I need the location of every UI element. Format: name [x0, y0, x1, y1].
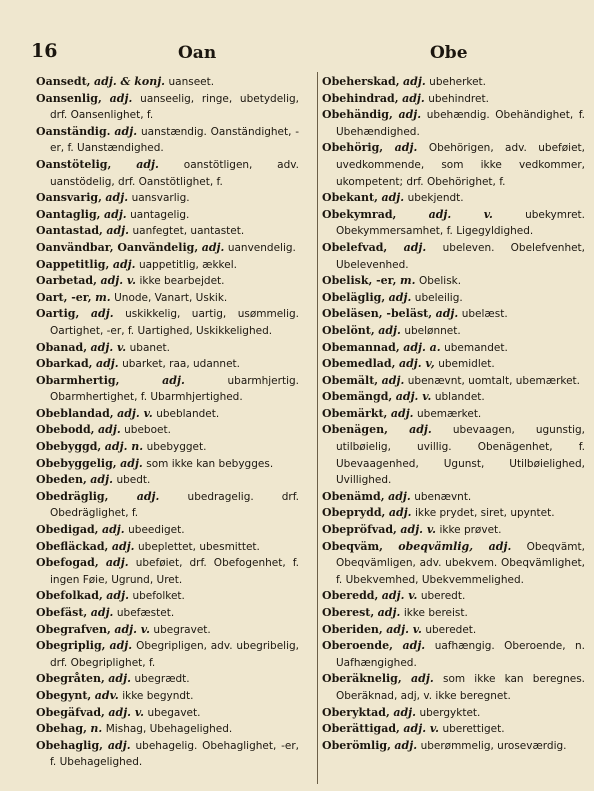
entry-definition: ubedragelig. drf. Obedräglighet, f.	[50, 490, 300, 520]
entry-headword: Obedräglig,	[36, 489, 109, 503]
entry-grammar: adj.	[403, 75, 426, 88]
column-divider	[317, 72, 318, 784]
entry-headword: Oansedt,	[36, 75, 91, 88]
entry-headword: Obarkad,	[36, 357, 93, 371]
entry-grammar: adj.	[112, 257, 136, 271]
entry-grammar: adj.	[402, 639, 426, 653]
dictionary-entry	[36, 157, 299, 190]
entry-grammar: adj.	[388, 506, 412, 520]
entry-grammar: adj. v.	[403, 722, 439, 736]
dictionary-entry	[322, 140, 585, 190]
entry-grammar: adj.	[120, 456, 143, 470]
entry-definition: uanfegtet, uantastet.	[132, 225, 245, 238]
entry-headword: Oberyktad,	[322, 705, 390, 719]
entry-headword: Obelisk, -er,	[322, 274, 397, 288]
dictionary-entry	[36, 622, 299, 639]
entry-headword: Obeden,	[36, 473, 87, 487]
entry-definition: uanseet.	[168, 76, 215, 88]
entry-definition: ubebygget.	[146, 441, 207, 454]
entry-grammar: adj.	[106, 224, 129, 238]
entry-headword: Oberedd,	[322, 589, 379, 603]
entry-grammar: obeqvämlig, adj.	[398, 539, 512, 553]
entry-grammar: adj.	[105, 556, 129, 570]
entry-headword: Obemärkt,	[322, 406, 388, 420]
entry-headword: Obeläsen, -beläst,	[322, 307, 433, 321]
dictionary-entry	[36, 190, 299, 207]
entry-grammar: n.	[90, 722, 103, 736]
dictionary-entry	[322, 622, 585, 639]
entry-headword: Oarbetad,	[36, 274, 97, 288]
dictionary-entry	[36, 456, 299, 473]
entry-headword: Obehörig,	[322, 141, 384, 155]
dictionary-entry	[36, 439, 299, 456]
dictionary-entry	[322, 605, 585, 622]
entry-grammar: adj.	[95, 357, 119, 371]
dictionary-entry	[322, 671, 585, 704]
entry-definition: ubeleven. Obelefvenhet, Ubelevenhed.	[336, 241, 586, 271]
entry-definition: ubelæst.	[461, 308, 508, 321]
entry-definition: ubeherket.	[429, 76, 487, 88]
entry-definition: ikke prøvet.	[439, 524, 502, 537]
dictionary-entry	[36, 638, 299, 671]
entry-grammar: adj. & konj.	[94, 75, 165, 88]
entry-headword: Obekymrad,	[322, 207, 397, 221]
entry-definition: Unode, Vanart, Uskik.	[114, 291, 228, 304]
entry-definition: som ikke kan bebygges.	[146, 457, 274, 470]
entry-definition: uberedt.	[420, 590, 466, 603]
entry-definition: uantagelig.	[130, 208, 190, 221]
dictionary-entry	[322, 91, 585, 108]
entry-headword: Obeqväm,	[322, 539, 383, 553]
entry-grammar: adj.	[111, 539, 135, 553]
entry-definition: uberedet.	[425, 623, 477, 636]
dictionary-entry	[322, 721, 585, 738]
entry-headword: Oartig,	[36, 307, 80, 321]
entry-headword: Obemängd,	[322, 390, 393, 404]
entry-grammar: adj.	[136, 489, 160, 503]
left-column	[36, 74, 299, 771]
running-head-right: Obe	[430, 43, 468, 63]
entry-headword: Obeprydd,	[322, 506, 386, 520]
entry-definition: ubarmhjertig. Obarmhertighet, f. Ubarmhjertighed.	[50, 374, 300, 404]
entry-headword: Oberäknelig,	[322, 672, 402, 686]
entry-headword: Oanvändbar, Oanvändelig,	[36, 240, 199, 254]
entry-definition: uskikkelig, uartig, usømmelig. Oartighet, -er, f. Uartighed, Uskikkelighed.	[50, 308, 299, 337]
entry-grammar: m.	[400, 274, 416, 288]
entry-definition: ubeleilig.	[414, 291, 463, 304]
entry-definition: uanvendelig.	[227, 241, 296, 254]
entry-definition: uanseelig, ringe, ubetydelig, drf. Oansenlighet, f.	[50, 92, 299, 122]
dictionary-entry	[36, 472, 299, 489]
entry-definition: Mishag, Ubehagelighed.	[105, 723, 233, 736]
entry-headword: Obehaglig,	[36, 738, 103, 752]
entry-headword: Obehag,	[36, 722, 87, 736]
entry-grammar: adj.	[378, 323, 401, 337]
dictionary-entry	[36, 539, 299, 556]
page-number: 16	[31, 40, 58, 62]
entry-headword: Obekant,	[322, 191, 378, 205]
entry-headword: Oappetitlig,	[36, 257, 110, 271]
dictionary-entry	[322, 588, 585, 605]
entry-grammar: adj.	[411, 672, 434, 686]
entry-headword: Oansenlig,	[36, 91, 102, 105]
entry-grammar: adj. v,	[398, 357, 435, 371]
entry-headword: Oansvarig,	[36, 191, 102, 205]
dictionary-entry	[36, 738, 299, 771]
dictionary-entry	[322, 323, 585, 340]
entry-headword: Obebodd,	[36, 423, 95, 437]
entry-grammar: adj.	[105, 191, 129, 205]
entry-grammar: adj.	[403, 240, 427, 254]
entry-headword: Oart, -er,	[36, 290, 92, 304]
dictionary-entry	[36, 671, 299, 688]
dictionary-entry	[36, 223, 299, 240]
entry-grammar: adj. v.	[108, 705, 144, 719]
entry-grammar: adj.	[409, 423, 432, 437]
dictionary-entry	[322, 190, 585, 207]
entry-definition: ubevaagen, ugunstig, utilbøielig, uvillig. Obenägenhet, f. Ubevaagenhed, Ugunst, Utilbøielighed, Uvillighed.	[336, 424, 585, 487]
dictionary-entry	[322, 373, 585, 390]
entry-definition: uafhængig. Oberoende, n. Uafhængighed.	[336, 640, 586, 669]
dictionary-entry	[36, 555, 299, 588]
entry-grammar: adj.	[109, 639, 133, 653]
entry-headword: Obarmhertig,	[36, 373, 120, 387]
dictionary-entry	[322, 207, 585, 240]
entry-definition: uanstændig. Oanständighet, -er, f. Uanstændighed.	[50, 125, 300, 155]
entry-definition: ubeføiet, drf. Obefogenhet, f. ingen Føie, Ugrund, Uret.	[50, 557, 299, 586]
dictionary-entry	[36, 356, 299, 373]
entry-grammar: adj. v.	[381, 589, 418, 603]
dictionary-entry	[322, 389, 585, 406]
entry-headword: Obenämd,	[322, 489, 385, 503]
right-column	[322, 74, 585, 754]
dictionary-entry	[322, 273, 585, 290]
entry-definition: som ikke kan beregnes. Oberäknad, adj, v. ikke beregnet.	[336, 673, 586, 702]
entry-definition: ikke bearbejdet.	[139, 275, 225, 288]
dictionary-entry	[36, 290, 299, 307]
entry-grammar: adj. v.	[386, 622, 422, 636]
dictionary-entry	[322, 422, 585, 488]
entry-grammar: adj. v.	[400, 523, 436, 537]
entry-definition: Obeqvämt, Obeqvämligen, adv. ubekvem. Obeqvämlighet, f. Ubekvemhed, Ubekvemmelighed.	[336, 540, 585, 586]
dictionary-entry	[322, 638, 585, 671]
entry-headword: Oberest,	[322, 606, 375, 619]
entry-grammar: adj.	[381, 373, 405, 387]
entry-definition: ikke begyndt.	[122, 689, 194, 702]
entry-grammar: adj.	[114, 124, 138, 138]
entry-definition: ubegrædt.	[134, 673, 190, 686]
dictionary-entry	[36, 124, 299, 157]
entry-headword: Oantaglig,	[36, 207, 101, 221]
entry-grammar: adj.	[101, 523, 125, 537]
entry-grammar: adj.	[90, 473, 113, 487]
entry-headword: Obemedlad,	[322, 357, 396, 371]
entry-definition: ubenævnt.	[414, 490, 472, 503]
entry-definition: ubehagelig. Obehaglighet, -er, f. Ubehagelighed.	[50, 739, 300, 769]
dictionary-entry	[322, 240, 585, 273]
dictionary-entry	[322, 107, 585, 140]
entry-headword: Obefogad,	[36, 556, 99, 570]
entry-definition: oanstötligen, adv. uanstödelig, drf. Oanstötlighet, f.	[50, 158, 299, 188]
entry-grammar: adj. v.	[395, 390, 432, 404]
entry-grammar: adv.	[94, 688, 119, 702]
entry-grammar: adj.	[394, 141, 418, 155]
dictionary-entry	[322, 340, 585, 357]
entry-definition: ublandet.	[434, 391, 485, 404]
entry-headword: Obegäfvad,	[36, 705, 105, 719]
entry-grammar: adj.	[107, 738, 131, 752]
entry-grammar: adj.	[109, 91, 133, 105]
entry-definition: uberømmelig, uroseværdig.	[420, 739, 567, 752]
dictionary-entry	[36, 257, 299, 274]
entry-grammar: adj.	[108, 672, 131, 686]
entry-headword: Obefolkad,	[36, 589, 103, 603]
entry-definition: ubergyktet.	[419, 706, 481, 719]
dictionary-entry	[36, 306, 299, 339]
dictionary-entry	[36, 340, 299, 357]
entry-definition: ubefolket.	[132, 590, 185, 603]
entry-definition: uappetitlig, ækkel.	[138, 258, 237, 271]
entry-definition: ubeplettet, ubesmittet.	[138, 540, 260, 553]
entry-definition: ubegavet.	[147, 706, 201, 719]
entry-definition: ubehindret.	[428, 92, 489, 105]
entry-headword: Obemannad,	[322, 340, 400, 354]
entry-headword: Obelönt,	[322, 323, 375, 337]
entry-grammar: m.	[95, 290, 111, 304]
entry-headword: Obeblandad,	[36, 406, 114, 420]
entry-definition: ubegravet.	[153, 623, 211, 636]
entry-grammar: adj.	[201, 240, 225, 254]
dictionary-entry	[322, 290, 585, 307]
dictionary-entry	[36, 605, 299, 622]
entry-grammar: adj. v.	[114, 622, 150, 636]
entry-grammar: adj.	[388, 489, 411, 503]
entry-grammar: adj.	[398, 108, 422, 122]
entry-grammar: adj. v.	[117, 406, 153, 420]
entry-headword: Oanständig.	[36, 124, 111, 138]
dictionary-entry	[36, 422, 299, 439]
entry-grammar: adj. n.	[104, 440, 144, 454]
entry-headword: Obeherskad,	[322, 75, 400, 88]
dictionary-entry	[36, 406, 299, 423]
entry-headword: Obegrafven,	[36, 622, 111, 636]
entry-headword: Obenägen,	[322, 423, 388, 437]
dictionary-entry	[36, 207, 299, 224]
entry-headword: Obeläglig,	[322, 290, 386, 304]
entry-headword: Oberättigad,	[322, 722, 400, 736]
entry-grammar: adj.	[98, 423, 121, 437]
entry-grammar: adj.	[381, 191, 405, 205]
entry-headword: Obehindrad,	[322, 91, 399, 105]
entry-definition: uansvarlig.	[131, 192, 190, 205]
entry-headword: Obefäst,	[36, 606, 88, 619]
entry-headword: Obebyggelig,	[36, 456, 117, 470]
entry-headword: Obedigad,	[36, 523, 99, 537]
entry-definition: Obegripligen, adv. ubegribelig, drf. Obegriplighet, f.	[50, 640, 300, 669]
entry-headword: Obelefvad,	[322, 240, 388, 254]
entry-headword: Obegynt,	[36, 688, 92, 702]
entry-grammar: adj.	[388, 290, 412, 304]
entry-definition: ubekjendt.	[407, 192, 464, 205]
dictionary-entry	[322, 74, 585, 91]
entry-headword: Oantastad,	[36, 224, 103, 238]
dictionary-entry	[36, 240, 299, 257]
entry-headword: Oanstötelig,	[36, 157, 112, 171]
entry-headword: Obefläckad,	[36, 539, 109, 553]
entry-definition: ubemærket.	[417, 407, 482, 420]
entry-headword: Oberiden,	[322, 622, 383, 636]
entry-headword: Obebyggd,	[36, 440, 102, 454]
entry-grammar: adj.	[162, 373, 185, 387]
entry-definition: Obehörigen, adv. ubeføiet, uvedkommende, som ikke vedkommer, ukompetent; drf. Obehörighet, f.	[336, 142, 585, 188]
entry-grammar: adj.	[90, 307, 114, 321]
entry-definition: ubefæstet.	[116, 607, 175, 619]
entry-grammar: adj.	[394, 738, 418, 752]
entry-grammar: adj.	[435, 307, 459, 321]
entry-definition: ubeblandet.	[156, 407, 220, 420]
entry-grammar: adj. v.	[428, 207, 493, 221]
dictionary-entry	[322, 489, 585, 506]
entry-grammar: adj. a.	[403, 340, 441, 354]
entry-definition: ubelønnet.	[404, 324, 461, 337]
entry-grammar: adj.	[136, 157, 159, 171]
entry-headword: Obehändig,	[322, 108, 393, 122]
dictionary-entry	[36, 91, 299, 124]
dictionary-entry	[322, 406, 585, 423]
page-header	[0, 40, 594, 68]
entry-headword: Obepröfvad,	[322, 523, 397, 537]
dictionary-entry	[36, 688, 299, 705]
dictionary-entry	[322, 705, 585, 722]
dictionary-entry	[36, 373, 299, 406]
entry-definition: ubeediget.	[128, 524, 185, 537]
entry-definition: ubedt.	[116, 474, 151, 487]
entry-headword: Obegriplig,	[36, 639, 106, 653]
entry-grammar: adj.	[393, 705, 416, 719]
entry-definition: ubarket, raa, udannet.	[122, 358, 240, 371]
entry-definition: ubehændig. Obehändighet, f. Ubehændighed.	[336, 109, 585, 138]
dictionary-entry	[36, 588, 299, 605]
entry-definition: ikke bereist.	[403, 607, 468, 619]
entry-grammar: adj. v.	[100, 274, 137, 288]
dictionary-entry	[322, 522, 585, 539]
dictionary-entry	[322, 539, 585, 589]
entry-definition: ubeboet.	[124, 424, 171, 437]
dictionary-entry	[36, 489, 299, 522]
entry-definition: ikke prydet, siret, upyntet.	[415, 507, 555, 520]
dictionary-entry	[36, 522, 299, 539]
entry-headword: Obemält,	[322, 373, 379, 387]
entry-definition: ubemandet.	[444, 341, 508, 354]
running-head-left: Oan	[178, 43, 217, 63]
entry-headword: Oberömlig,	[322, 738, 391, 752]
entry-definition: ubemidlet.	[438, 358, 495, 371]
dictionary-entry	[36, 721, 299, 738]
dictionary-entry	[36, 705, 299, 722]
entry-definition: ubenævnt, uomtalt, ubemærket.	[407, 374, 581, 387]
dictionary-entry	[322, 306, 585, 323]
dictionary-entry	[322, 356, 585, 373]
entry-definition: ubanet.	[129, 341, 170, 354]
entry-headword: Oberoende,	[322, 639, 393, 653]
entry-grammar: adj.	[104, 207, 127, 221]
entry-grammar: adj. v.	[90, 340, 127, 354]
entry-grammar: adj.	[402, 91, 425, 105]
dictionary-entry	[36, 74, 299, 91]
entry-grammar: adj.	[106, 589, 129, 603]
entry-headword: Obegråten,	[36, 672, 105, 686]
entry-definition: Obelisk.	[418, 275, 462, 288]
entry-grammar: adj.	[90, 606, 114, 619]
entry-definition: uberettiget.	[442, 723, 505, 736]
dictionary-entry	[36, 273, 299, 290]
dictionary-entry	[322, 738, 585, 755]
entry-definition: ubekymret. Obekymmersamhet, f. Ligegyldighed.	[336, 208, 585, 238]
entry-headword: Obanad,	[36, 340, 88, 354]
entry-grammar: adj.	[377, 606, 401, 619]
entry-grammar: adj.	[390, 406, 414, 420]
dictionary-entry	[322, 505, 585, 522]
